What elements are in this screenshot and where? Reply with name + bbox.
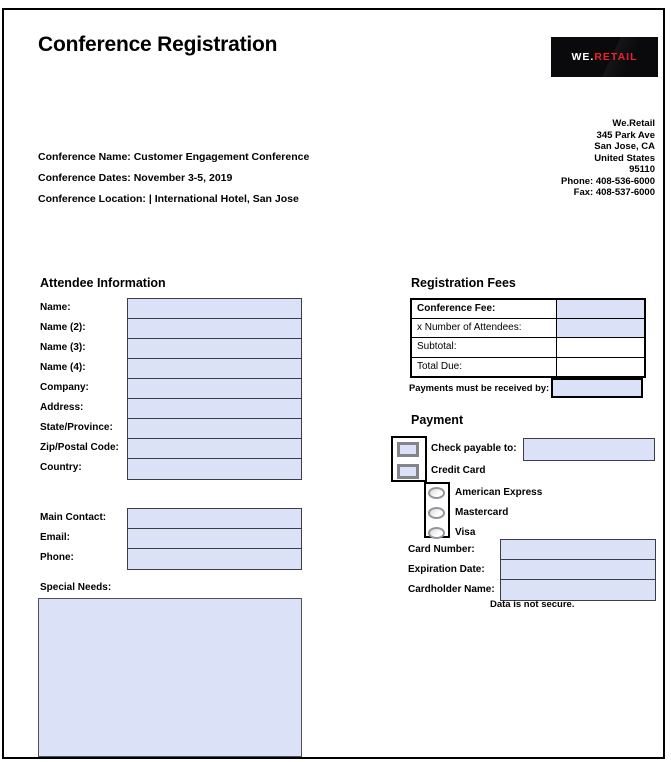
name-label: Name: [40, 302, 71, 313]
check-payable-label: Check payable to: [431, 443, 517, 454]
mastercard-radio[interactable] [428, 507, 445, 519]
fee-row-subtotal [412, 338, 644, 357]
conference-fee-input[interactable] [557, 300, 644, 318]
main-contact-label: Main Contact: [40, 512, 107, 523]
fee-row-total-due [412, 358, 644, 376]
email-label: Email: [40, 532, 71, 543]
name4-input[interactable] [127, 358, 302, 380]
country-input[interactable] [127, 458, 302, 480]
conference-name-line: Conference Name: Customer Engagement Conference [38, 151, 310, 163]
card-field-labels [408, 540, 500, 600]
amex-label: American Express [455, 487, 543, 498]
contact-fields [127, 508, 302, 570]
address-line: We.Retail [612, 118, 655, 129]
special-needs-label: Special Needs: [40, 582, 112, 593]
card-number-label: Card Number: [408, 544, 475, 555]
credit-card-checkbox[interactable] [397, 464, 419, 479]
country-label: Country: [40, 462, 82, 473]
credit-card-label: Credit Card [431, 465, 486, 476]
state-province-label: State/Province: [40, 422, 113, 433]
fee-table [410, 298, 646, 378]
conference-details [38, 147, 378, 210]
phone-label: Phone: [40, 552, 74, 563]
payments-received-by-label: Payments must be received by: [409, 382, 550, 393]
attendee-count-input[interactable] [557, 319, 644, 337]
address-line: San Jose, CA [594, 141, 655, 152]
company-input[interactable] [127, 378, 302, 400]
subtotal-value [557, 338, 644, 356]
main-contact-input[interactable] [127, 508, 302, 530]
address-label: Address: [40, 402, 84, 413]
zip-postal-input[interactable] [127, 438, 302, 460]
name2-label: Name (2): [40, 322, 86, 333]
we-retail-logo [551, 37, 658, 77]
card-number-input[interactable] [500, 539, 656, 561]
total-due-value [557, 358, 644, 376]
cardholder-name-input[interactable] [500, 579, 656, 601]
email-input[interactable] [127, 528, 302, 550]
conference-fee-label: Conference Fee: [412, 300, 557, 318]
address-line: United States [594, 152, 655, 164]
conference-dates-line: Conference Dates: November 3-5, 2019 [38, 172, 233, 184]
phone-input[interactable] [127, 548, 302, 570]
mastercard-label: Mastercard [455, 507, 509, 518]
visa-label: Visa [455, 527, 476, 538]
fee-row-conference-fee [412, 300, 644, 319]
attendee-information-heading: Attendee Information [40, 276, 166, 290]
subtotal-label: Subtotal: [412, 338, 557, 356]
conference-location-line: Conference Location: | International Hotel, San Jose [38, 193, 299, 205]
state-province-input[interactable] [127, 418, 302, 440]
address-line: Phone: 408-536-6000 [561, 175, 655, 187]
visa-radio[interactable] [428, 527, 445, 539]
card-fields [500, 539, 656, 601]
payments-received-by-input[interactable] [551, 378, 643, 398]
name-input[interactable] [127, 298, 302, 320]
check-payable-input[interactable] [523, 438, 655, 461]
company-address-block [455, 118, 655, 199]
special-needs-textarea[interactable] [38, 598, 302, 757]
registration-fees-heading: Registration Fees [411, 276, 516, 290]
logo-text-we: WE. [571, 51, 595, 63]
attendee-labels [40, 298, 126, 478]
cardholder-name-label: Cardholder Name: [408, 584, 495, 595]
attendee-count-label: x Number of Attendees: [412, 319, 557, 337]
logo-text-retail: RETAIL [594, 51, 638, 63]
fee-row-attendee-count [412, 319, 644, 338]
name2-input[interactable] [127, 318, 302, 340]
address-line: 95110 [629, 164, 655, 175]
data-not-secure-note: Data is not secure. [490, 599, 575, 610]
check-payable-checkbox[interactable] [397, 442, 419, 457]
name4-label: Name (4): [40, 362, 86, 373]
zip-postal-label: Zip/Postal Code: [40, 442, 119, 453]
expiration-date-label: Expiration Date: [408, 564, 485, 575]
name3-label: Name (3): [40, 342, 86, 353]
address-line: Fax: 408-537-6000 [573, 187, 655, 198]
amex-radio[interactable] [428, 487, 445, 499]
total-due-label: Total Due: [412, 358, 557, 376]
attendee-fields [127, 298, 302, 480]
expiration-date-input[interactable] [500, 559, 656, 581]
company-label: Company: [40, 382, 89, 393]
payment-heading: Payment [411, 413, 464, 427]
page-title: Conference Registration [38, 33, 278, 56]
name3-input[interactable] [127, 338, 302, 360]
address-line: 345 Park Ave [596, 129, 655, 141]
contact-labels [40, 508, 126, 568]
address-input[interactable] [127, 398, 302, 420]
